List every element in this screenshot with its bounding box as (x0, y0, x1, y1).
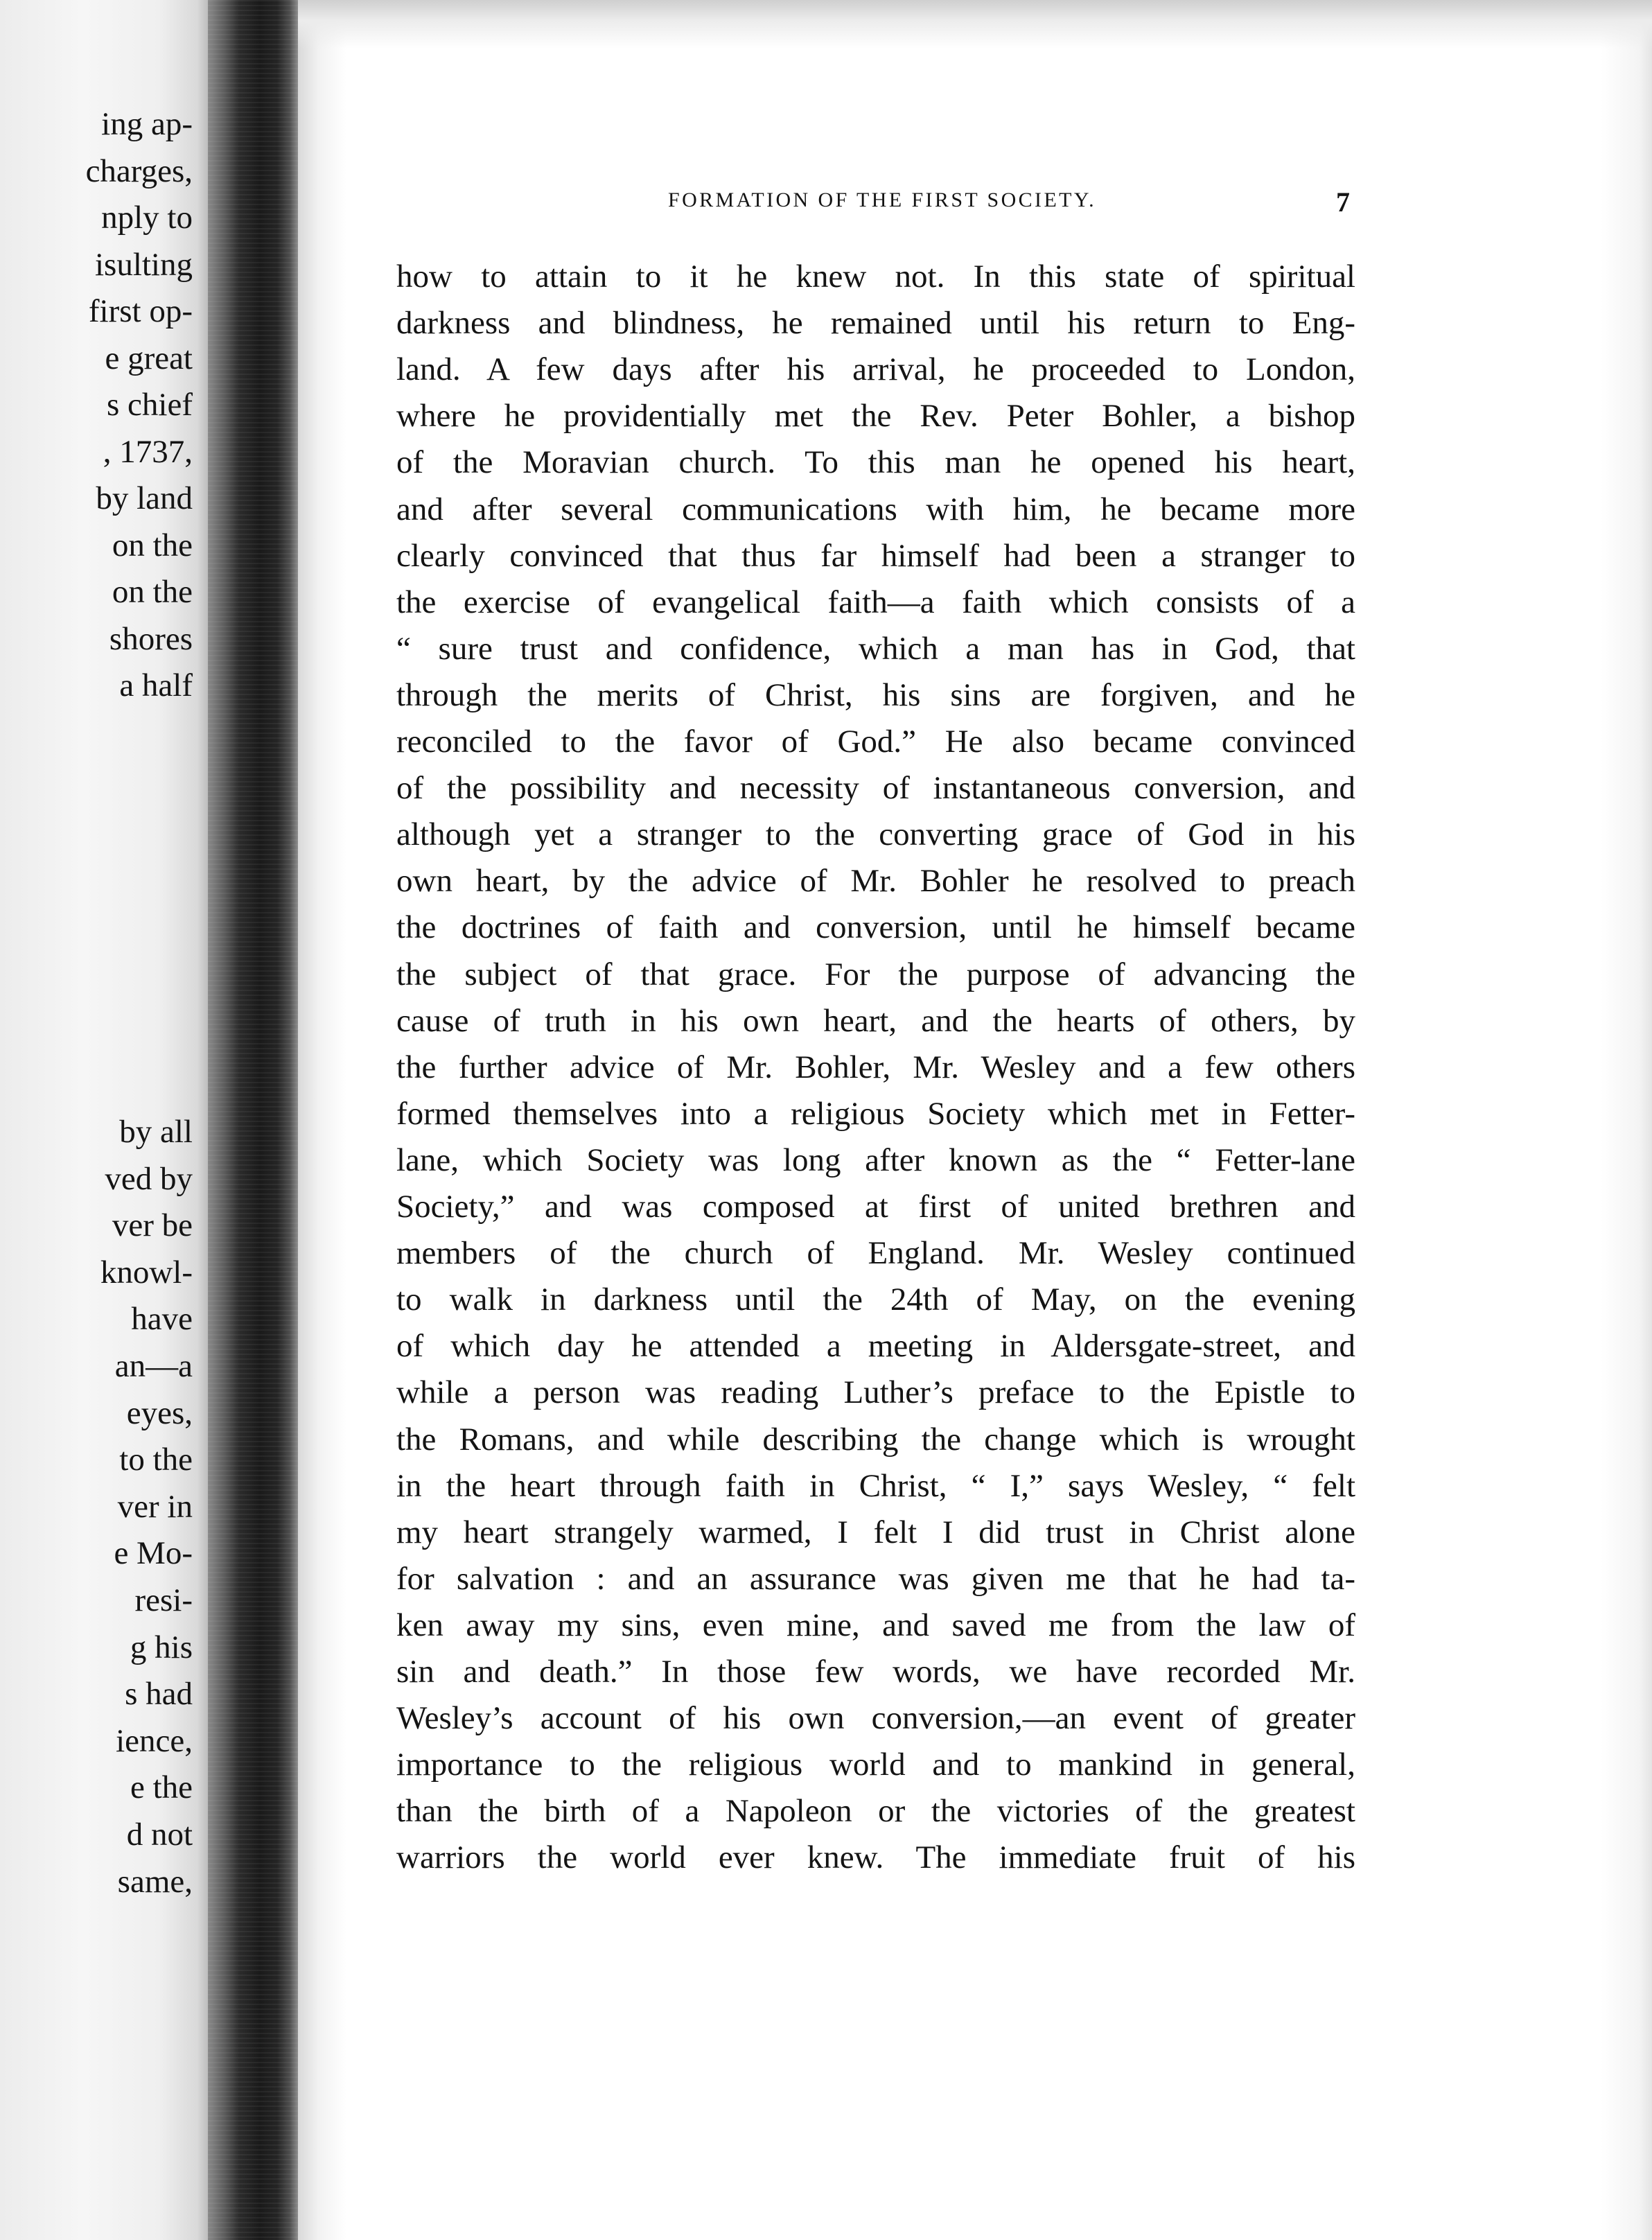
book-gutter (208, 0, 298, 2240)
left-page-fragment (0, 0, 208, 2240)
left-page-line: to the (119, 1442, 193, 1478)
left-page-line: s had (125, 1676, 193, 1713)
left-page-line: ver be (112, 1207, 193, 1244)
body-line: my heart strangely warmed, I felt I did trust in Christ alone (396, 1514, 1355, 1550)
body-line: warriors the world ever knew. The immediate fruit of his (396, 1839, 1355, 1876)
body-line: how to attain to it he knew not. In this state of spiritual (396, 259, 1355, 295)
body-line: clearly convinced that thus far himself had been a stranger to (396, 537, 1355, 574)
body-line: the doctrines of faith and conversion, until he himself became (396, 909, 1355, 946)
left-page-line: first op- (88, 293, 193, 329)
page-number: 7 (1336, 186, 1350, 218)
left-page-line: shores (109, 620, 193, 657)
body-line: the exercise of evangelical faith—a faith which consists of a (396, 584, 1355, 620)
body-line: of which day he attended a meeting in Aldersgate-street, and (396, 1328, 1355, 1365)
body-line: lane, which Society was long after known as the “ Fetter-lane (396, 1141, 1355, 1178)
body-line: to walk in darkness until the 24th of May, on the evening (396, 1281, 1355, 1318)
body-line: the Romans, and while describing the change which is wrought (396, 1421, 1355, 1458)
body-line: the further advice of Mr. Bohler, Mr. Wesley and a few others (396, 1049, 1355, 1085)
left-page-line: same, (117, 1863, 193, 1900)
left-page-line: eyes, (126, 1394, 193, 1431)
left-page-line: ing ap- (101, 106, 193, 142)
body-line: cause of truth in his own heart, and the hearts of others, by (396, 1002, 1355, 1039)
gutter-texture (208, 0, 298, 2240)
body-line: Wesley’s account of his own conversion,—an event of greater (396, 1700, 1355, 1737)
page-top-shadow (298, 0, 1652, 49)
left-page-line: g his (130, 1629, 193, 1665)
body-line: where he providentially met the Rev. Peter Bohler, a bishop (396, 398, 1355, 435)
left-page-line: resi- (134, 1582, 193, 1618)
left-page-line: by land (96, 480, 193, 516)
left-page-line: charges, (85, 152, 193, 189)
body-line: darkness and blindness, he remained until his return to Eng- (396, 305, 1355, 342)
body-line: sin and death.” In those few words, we have recorded Mr. (396, 1654, 1355, 1690)
body-line: formed themselves into a religious Society which met in Fetter- (396, 1095, 1355, 1132)
left-page-line: e great (105, 340, 193, 376)
body-line: own heart, by the advice of Mr. Bohler he resolved to preach (396, 863, 1355, 900)
body-line: than the birth of a Napoleon or the victories of the greatest (396, 1793, 1355, 1830)
body-line: although yet a stranger to the converting grace of God in his (396, 816, 1355, 853)
left-page-line: on the (112, 574, 193, 610)
left-page-line: , 1737, (103, 433, 193, 470)
left-page-line: d not (126, 1817, 193, 1853)
left-page-line: nply to (101, 200, 193, 236)
body-line: in the heart through faith in Christ, “ I,” says Wesley, “ felt (396, 1467, 1355, 1504)
left-page-line: s chief (107, 387, 193, 423)
left-page-line: isulting (94, 246, 193, 283)
body-line: of the Moravian church. To this man he opened his heart, (396, 444, 1355, 481)
left-page-line: ver in (117, 1488, 193, 1525)
left-page-line: have (131, 1301, 193, 1338)
body-line: while a person was reading Luther’s preface to the Epistle to (396, 1374, 1355, 1411)
body-line: ken away my sins, even mine, and saved me from the law of (396, 1607, 1355, 1643)
body-line: members of the church of England. Mr. Wesley continued (396, 1235, 1355, 1272)
running-head: FORMATION OF THE FIRST SOCIETY. (668, 189, 1096, 211)
left-page-line: e the (130, 1769, 193, 1806)
body-line: for salvation : and an assurance was given me that he had ta- (396, 1560, 1355, 1597)
body-line: importance to the religious world and to mankind in general, (396, 1747, 1355, 1783)
left-page-line: knowl- (100, 1254, 193, 1290)
body-line: the subject of that grace. For the purpose of advancing the (396, 956, 1355, 992)
body-line: of the possibility and necessity of instantaneous conversion, and (396, 770, 1355, 807)
left-page-line: on the (112, 527, 193, 563)
body-line: and after several communications with him, he became more (396, 491, 1355, 527)
body-line: through the merits of Christ, his sins are forgiven, and he (396, 676, 1355, 713)
left-page-line: an—a (114, 1348, 193, 1384)
left-page-line: ience, (116, 1722, 193, 1759)
body-line: “ sure trust and confidence, which a man has in God, that (396, 630, 1355, 667)
body-line: Society,” and was composed at first of united brethren and (396, 1189, 1355, 1225)
body-line: reconciled to the favor of God.” He also became convinced (396, 724, 1355, 760)
left-page-line: ved by (105, 1160, 193, 1197)
left-page-line: e Mo- (114, 1535, 193, 1572)
body-line: land. A few days after his arrival, he proceeded to London, (396, 351, 1355, 388)
left-page-line: a half (119, 667, 193, 703)
left-page-line: by all (119, 1114, 193, 1150)
